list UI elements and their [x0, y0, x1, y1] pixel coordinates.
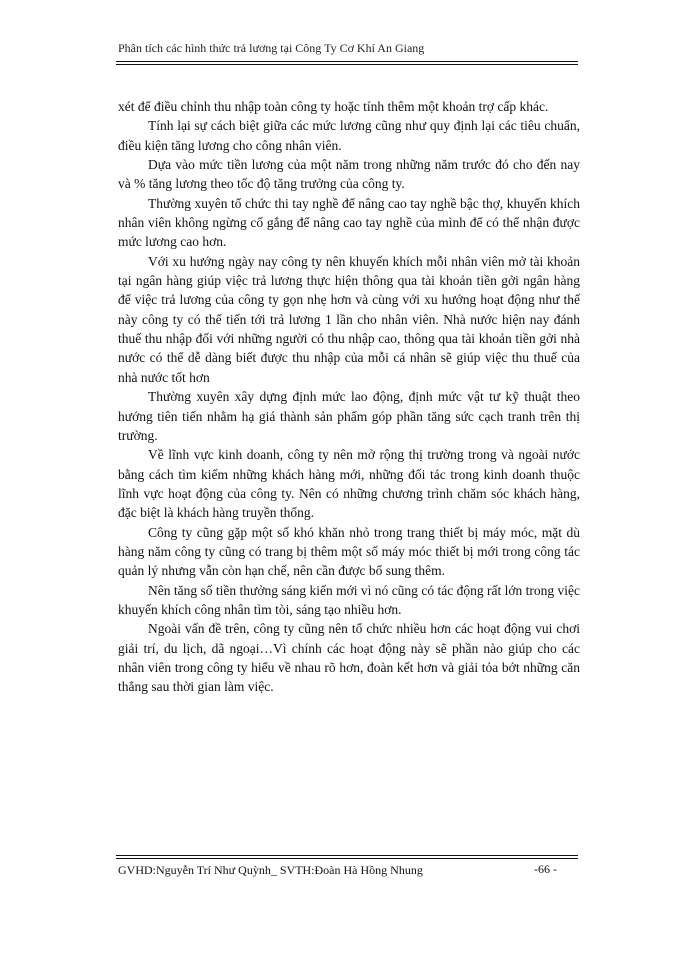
paragraph-equipment: Công ty cũng gặp một số khó khăn nhỏ trong trang thiết bị máy móc, mặt dù hàng năm công ty cũng có trang bị thêm một số máy móc thiết bị mới trong công tác quản lý nhưng vẫn còn hạn chế, nên cần được bổ sung thêm.	[118, 524, 580, 579]
paragraph-recreation: Ngoài vấn đề trên, công ty cũng nên tổ chức nhiều hơn các hoạt động vui chơi giải trí, du lịch, dã ngoại…Vì chính các hoạt động này sẽ phần nào giúp cho các nhân viên trong công ty hiểu về nhau rõ hơn, đoàn kết hơn và giải tỏa bớt những căn thẳng sau thời gian làm việc.	[118, 621, 580, 695]
paragraph-salary-basis: Dựa vào mức tiền lương của một năm trong những năm trước đó cho đến nay và % tăng lương theo tốc độ tăng trưởng của công ty.	[118, 157, 580, 192]
paragraph-skill-contest: Thường xuyên tổ chức thi tay nghề để nâng cao tay nghề bậc thợ, khuyến khích nhân viên không ngừng cố gắng để nâng cao tay nghề của mình để có thể nhận được mức lương cao hơn.	[118, 195, 580, 250]
paragraph-labor-norms: Thường xuyên xây dựng định mức lao động, định mức vật tư kỹ thuật theo hướng tiên tiến nhằm hạ giá thành sản phẩm góp phần tăng sức cạch tranh trên thị trường.	[118, 389, 580, 443]
header-rule	[116, 61, 578, 65]
running-header: Phân tích các hình thức trả lương tại Công Ty Cơ Khí An Giang	[118, 41, 425, 55]
paragraph-salary-differences: Tính lại sự cách biệt giữa các mức lương cũng như quy định lại các tiêu chuẩn, điều kiện tăng lương cho công nhân viên.	[118, 118, 580, 153]
page-number: -66 -	[534, 862, 557, 876]
paragraph-continued: xét để điều chỉnh thu nhập toàn công ty hoặc tính thêm một khoản trợ cấp khác.	[118, 99, 549, 114]
paragraph-innovation-bonus: Nên tăng số tiền thưởng sáng kiến mới vì nó cũng có tác động rất lớn trong việc khuyến khích công nhân tìm tòi, sáng tạo nhiều hơn.	[118, 582, 580, 617]
footer-rule	[116, 855, 578, 859]
body-text	[118, 97, 580, 697]
footer-credits: GVHD:Nguyễn Trí Như Quỳnh_ SVTH:Đoàn Hà Hồng Nhung	[118, 863, 423, 877]
paragraph-business-expansion: Về lĩnh vực kinh doanh, công ty nên mở rộng thị trường trong và ngoài nước bằng cách tìm kiếm những khách hàng mới, những đối tác trong kinh doanh thuộc lĩnh vực hoạt động của công ty. Nên có những chương trình chăm sóc khách hàng, đặc biệt là khách hàng truyền thống.	[118, 447, 580, 521]
paragraph-bank-account: Với xu hướng ngày nay công ty nên khuyến khích mỗi nhân viên mở tài khoản tại ngân hàng giúp việc trả lương thực hiện thông qua tài khoản tiền gởi ngân hàng để việc trả lương của công ty gọn nhẹ hơn và cùng với xu hướng hoạt động như thế này công ty có thể tiến tới trả lương 1 lần cho nhân viên. Nhà nước hiện nay đánh thuế thu nhập đối với những người có thu nhập cao, thông qua tài khoản tiền gởi nhà nước có thể dễ dàng biết được thu nhập của mỗi cá nhân sẽ giúp việc thu thuế của nhà nước tốt hơn	[118, 253, 580, 385]
